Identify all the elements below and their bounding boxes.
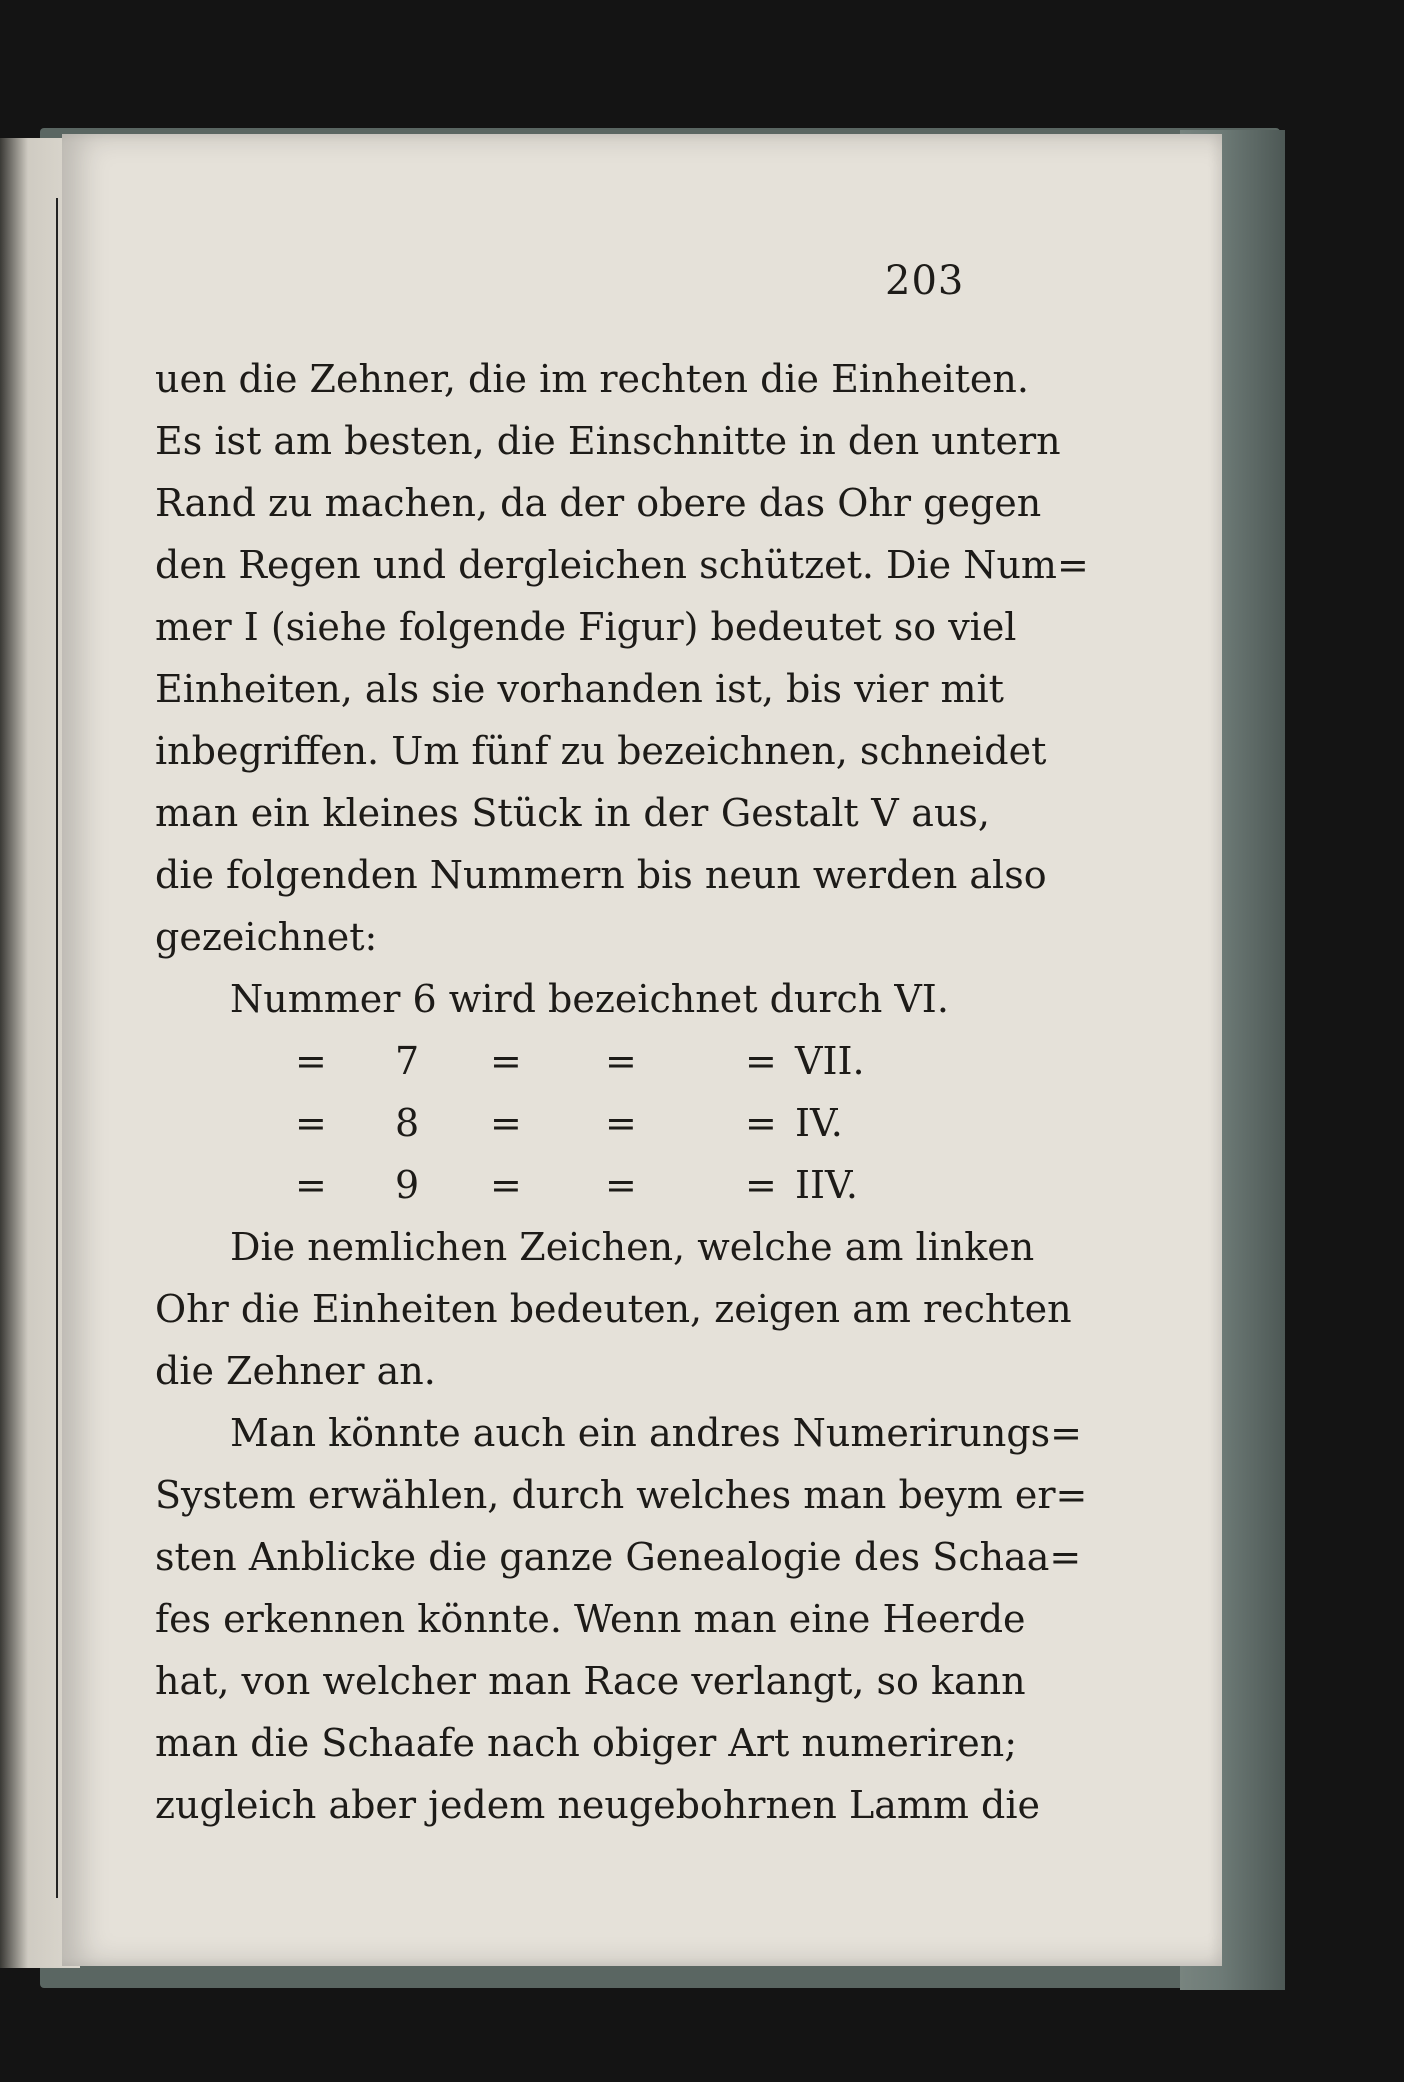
- text-line: uen die Zehner, die im rechten die Einheiten.: [155, 357, 1029, 401]
- ditto-mark: =: [605, 1039, 637, 1083]
- table-row: [155, 1092, 990, 1154]
- text-line: Ohr die Einheiten bedeuten, zeigen am rechten: [155, 1287, 1072, 1331]
- table-roman: VII.: [795, 1039, 865, 1083]
- text-line: gezeichnet:: [155, 915, 378, 959]
- table-row: [155, 1154, 990, 1216]
- ditto-mark: =: [295, 1039, 327, 1083]
- text-line: hat, von welcher man Race verlangt, so kann: [155, 1659, 1026, 1703]
- ditto-mark: =: [745, 1101, 777, 1145]
- text-line: man ein kleines Stück in der Gestalt V aus,: [155, 791, 990, 835]
- table-number: 7: [395, 1039, 420, 1083]
- text-line: man die Schaafe nach obiger Art numeriren;: [155, 1721, 1018, 1765]
- text-line: Rand zu machen, da der obere das Ohr gegen: [155, 481, 1042, 525]
- ditto-mark: =: [490, 1101, 522, 1145]
- table-row: [155, 1030, 990, 1092]
- gutter-line: [56, 198, 58, 1898]
- table-first-row: Nummer 6 wird bezeichnet durch VI.: [230, 977, 949, 1021]
- text-line: die Zehner an.: [155, 1349, 436, 1393]
- text-line: inbegriffen. Um fünf zu bezeichnen, schneidet: [155, 729, 1047, 773]
- table-number: 8: [395, 1101, 420, 1145]
- ditto-mark: =: [295, 1101, 327, 1145]
- text-line: fes erkennen könnte. Wenn man eine Heerde: [155, 1597, 1026, 1641]
- page-number: 203: [885, 258, 965, 304]
- text-line: zugleich aber jedem neugebohrnen Lamm die: [155, 1783, 1040, 1827]
- text-line: sten Anblicke die ganze Genealogie des Schaa=: [155, 1535, 1082, 1579]
- ditto-mark: =: [745, 1039, 777, 1083]
- text-line: mer I (siehe folgende Figur) bedeutet so viel: [155, 605, 1017, 649]
- page-text: [155, 348, 1089, 1836]
- text-line: Einheiten, als sie vorhanden ist, bis vier mit: [155, 667, 1004, 711]
- ditto-mark: =: [605, 1163, 637, 1207]
- table-roman: IIV.: [795, 1163, 858, 1207]
- text-line: Man könnte auch ein andres Numerirungs=: [230, 1411, 1082, 1455]
- table-number: 9: [395, 1163, 420, 1207]
- text-line: Die nemlichen Zeichen, welche am linken: [230, 1225, 1035, 1269]
- ditto-mark: =: [745, 1163, 777, 1207]
- ditto-mark: =: [490, 1039, 522, 1083]
- ditto-mark: =: [605, 1101, 637, 1145]
- text-line: System erwählen, durch welches man beym er=: [155, 1473, 1088, 1517]
- text-line: den Regen und dergleichen schützet. Die Num=: [155, 543, 1089, 587]
- table-roman: IV.: [795, 1101, 843, 1145]
- ditto-mark: =: [490, 1163, 522, 1207]
- text-line: die folgenden Nummern bis neun werden also: [155, 853, 1047, 897]
- text-line: Es ist am besten, die Einschnitte in den untern: [155, 419, 1061, 463]
- ditto-mark: =: [295, 1163, 327, 1207]
